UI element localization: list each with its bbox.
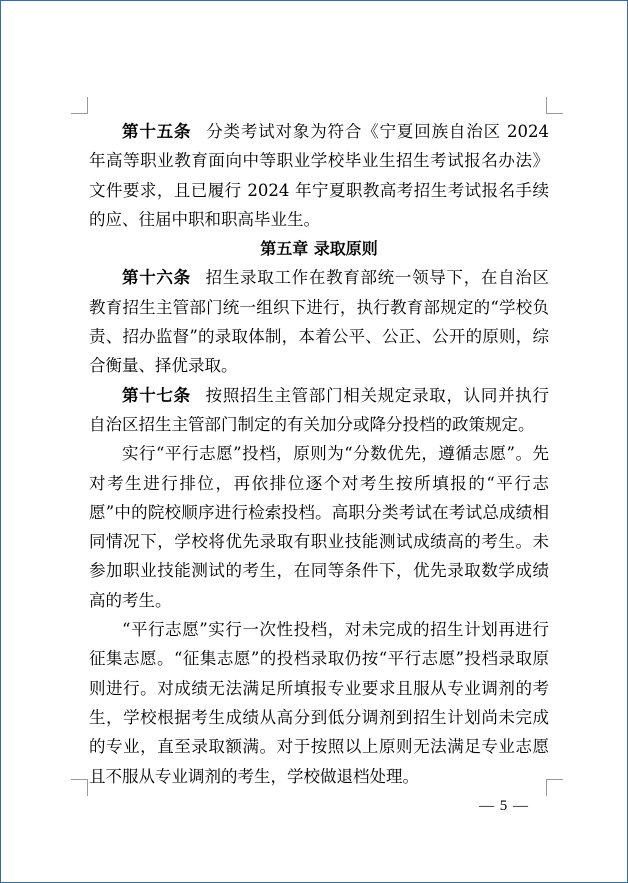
page-number: — 5 — <box>479 798 529 814</box>
paragraph-parallel-volunteer: 实行“平行志愿”投档，原则为“分数优先，遵循志愿”。先对考生进行排位，再依排位逐个对考生按所填报的“平行志愿”中的院校顺序进行检索投档。高职分类考试在考试总成绩相同情况下，学校将优先录取有职业技能测试成绩高的考生。未参加职业技能测试的考生，在同等条件下，优先录取数学成绩高的考生。 <box>89 444 549 610</box>
article-heading: 第十七条 <box>122 385 191 405</box>
paragraph-collection-volunteer: “平行志愿”实行一次性投档，对未完成的招生计划再进行征集志愿。“征集志愿”的投档录取仍按“平行志愿”投档录取原则进行。对成绩无法满足所填报专业要求且服从专业调剂的考生，学校根据考生成绩从高分到低分调剂到招生计划尚未完成的专业，直至录取额满。对于按照以上原则无法满足专业志愿且不服从专业调剂的考生，学校做退档处理。 <box>89 620 549 786</box>
article-15 <box>89 117 549 234</box>
crop-mark-top-right <box>546 97 563 114</box>
article-text: 招生录取工作在教育部统一领导下，在自治区教育招生主管部门统一组织下进行，执行教育部规定的“学校负责、招办监督”的录取体制，本着公平、公正、公开的原则，综合衡量、择优录取。 <box>89 268 550 376</box>
article-17 <box>89 381 549 440</box>
article-16 <box>89 263 549 380</box>
chapter-title: 第五章 录取原则 <box>260 239 378 259</box>
crop-mark-top-left <box>71 97 88 114</box>
article-text: 按照招生主管部门相关规定录取，认同并执行自治区招生主管部门制定的有关加分或降分投档的政策规定。 <box>89 385 550 434</box>
article-heading: 第十六条 <box>122 268 191 288</box>
article-heading: 第十五条 <box>122 122 192 141</box>
document-body <box>89 117 549 791</box>
crop-mark-bottom-left <box>71 779 88 796</box>
article-text: 分类考试对象为符合《宁夏回族自治区 2024 年高等职业教育面向中等职业学校毕业生招生考试报名办法》文件要求，且已履行 2024 年宁夏职教高考招生考试报名手续的应、往届中职和职高毕业生。 <box>89 122 549 229</box>
